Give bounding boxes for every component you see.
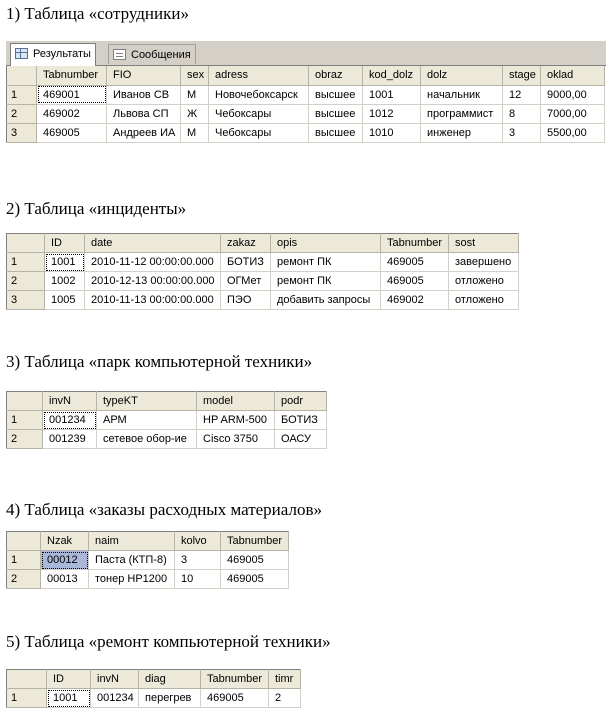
table-cell[interactable]: 001234	[43, 411, 97, 430]
table-cell[interactable]: 1005	[45, 291, 85, 310]
table-cell[interactable]: отложено	[449, 291, 519, 310]
table-cell[interactable]: 00013	[41, 570, 89, 589]
header-row	[7, 532, 289, 551]
table-cell[interactable]: 2010-11-13 00:00:00.000	[85, 291, 221, 310]
row-number[interactable]: 1	[7, 689, 47, 708]
table-cell[interactable]: 1010	[363, 123, 421, 142]
table-cell[interactable]: 469005	[381, 272, 449, 291]
table-cell[interactable]: 3	[503, 123, 541, 142]
table-row	[7, 291, 519, 310]
table-row	[7, 411, 327, 430]
computer-park-table	[6, 391, 327, 449]
table-cell[interactable]: Чебоксары	[209, 123, 309, 142]
table-cell[interactable]: 2010-11-12 00:00:00.000	[85, 253, 221, 272]
row-number[interactable]: 3	[7, 123, 37, 142]
column-header[interactable]: sex	[181, 66, 209, 85]
column-header[interactable]: invN	[43, 392, 97, 411]
table-cell[interactable]: 5500,00	[541, 123, 605, 142]
column-header[interactable]: oklad	[541, 66, 605, 85]
table-cell[interactable]: начальник	[421, 85, 503, 104]
column-header[interactable]: adress	[209, 66, 309, 85]
row-number[interactable]: 1	[7, 253, 45, 272]
grid-icon	[15, 48, 28, 59]
table-cell[interactable]: 469005	[201, 689, 269, 708]
table-cell[interactable]: 469005	[381, 253, 449, 272]
tab-results-label: Результаты	[33, 48, 91, 60]
table-cell[interactable]: ПЭО	[221, 291, 271, 310]
table-cell[interactable]: 1012	[363, 104, 421, 123]
table-cell[interactable]: высшее	[309, 104, 363, 123]
column-header[interactable]: kolvo	[175, 532, 221, 551]
table-row	[7, 272, 519, 291]
table-cell[interactable]: завершено	[449, 253, 519, 272]
table-cell[interactable]: HP ARM-500	[197, 411, 275, 430]
column-header[interactable]: typeKT	[97, 392, 197, 411]
column-header[interactable]: Tabnumber	[201, 670, 269, 689]
column-header[interactable]: sost	[449, 234, 519, 253]
row-number-header	[7, 670, 47, 689]
column-header[interactable]: timr	[269, 670, 301, 689]
messages-icon	[113, 49, 126, 60]
table-cell[interactable]: БОТИЗ	[275, 411, 327, 430]
table-cell[interactable]: 12	[503, 85, 541, 104]
table-row	[7, 253, 519, 272]
tab-messages[interactable]	[108, 44, 196, 64]
column-header[interactable]: ID	[45, 234, 85, 253]
column-header[interactable]: dolz	[421, 66, 503, 85]
table-cell[interactable]: 10	[175, 570, 221, 589]
table-row	[7, 104, 605, 123]
table-cell[interactable]: 469002	[381, 291, 449, 310]
table-cell[interactable]: 001234	[91, 689, 139, 708]
table-cell[interactable]: М	[181, 123, 209, 142]
table-cell[interactable]: 1001	[363, 85, 421, 104]
header-row	[7, 66, 605, 85]
row-number-header	[7, 392, 43, 411]
row-number-header	[7, 66, 37, 85]
table-cell[interactable]: сетевое обор-ие	[97, 430, 197, 449]
table-row	[7, 551, 289, 570]
incidents-table	[6, 233, 519, 310]
table-cell[interactable]: 1001	[45, 253, 85, 272]
column-header[interactable]: diag	[139, 670, 201, 689]
header-row	[7, 392, 327, 411]
tab-messages-label: Сообщения	[131, 49, 191, 61]
row-number[interactable]: 1	[7, 411, 43, 430]
table-cell[interactable]: 001239	[43, 430, 97, 449]
tab-results[interactable]	[10, 43, 96, 66]
table-cell[interactable]: инженер	[421, 123, 503, 142]
column-header[interactable]: obraz	[309, 66, 363, 85]
header-row	[7, 670, 301, 689]
table-cell[interactable]: 469002	[37, 104, 107, 123]
table-row	[7, 430, 327, 449]
table-cell[interactable]: ремонт ПК	[271, 272, 381, 291]
row-number[interactable]: 1	[7, 551, 41, 570]
table-cell[interactable]: высшее	[309, 123, 363, 142]
results-grid-employees	[6, 40, 606, 143]
column-header[interactable]: Tabnumber	[381, 234, 449, 253]
table-cell[interactable]: 2	[269, 689, 301, 708]
table-cell[interactable]: добавить запросы	[271, 291, 381, 310]
table-cell[interactable]: БОТИЗ	[221, 253, 271, 272]
table-cell[interactable]: 2010-12-13 00:00:00.000	[85, 272, 221, 291]
heading-consumables-orders: 4) Таблица «заказы расходных материалов»	[6, 500, 322, 519]
row-number[interactable]: 2	[7, 430, 43, 449]
table-cell[interactable]: 469005	[221, 551, 289, 570]
table-cell[interactable]: АРМ	[97, 411, 197, 430]
table-row	[7, 689, 301, 708]
column-header[interactable]: date	[85, 234, 221, 253]
row-number[interactable]: 1	[7, 85, 37, 104]
table-cell[interactable]: высшее	[309, 85, 363, 104]
table-cell[interactable]: перегрев	[139, 689, 201, 708]
table-cell[interactable]: 1001	[47, 689, 91, 708]
table-cell[interactable]: Чебоксары	[209, 104, 309, 123]
table-cell[interactable]: 8	[503, 104, 541, 123]
column-header[interactable]: invN	[91, 670, 139, 689]
column-header[interactable]: Nzak	[41, 532, 89, 551]
table-cell[interactable]: Новочебоксарск	[209, 85, 309, 104]
heading-employees: 1) Таблица «сотрудники»	[6, 4, 189, 23]
table-cell[interactable]: 469005	[221, 570, 289, 589]
heading-computer-repair: 5) Таблица «ремонт компьютерной техники»	[6, 632, 331, 651]
table-cell[interactable]: Cisco 3750	[197, 430, 275, 449]
column-header[interactable]: FIO	[107, 66, 181, 85]
table-cell[interactable]: М	[181, 85, 209, 104]
column-header[interactable]: stage	[503, 66, 541, 85]
row-number[interactable]: 2	[7, 104, 37, 123]
column-header[interactable]: podr	[275, 392, 327, 411]
consumables-orders-table	[6, 531, 289, 589]
header-row	[7, 234, 519, 253]
table-row	[7, 123, 605, 142]
table-row	[7, 85, 605, 104]
column-header[interactable]: kod_dolz	[363, 66, 421, 85]
row-number[interactable]: 2	[7, 272, 45, 291]
table-cell[interactable]: ОГМет	[221, 272, 271, 291]
table-cell[interactable]: 469005	[37, 123, 107, 142]
employees-table	[6, 66, 605, 143]
table-cell[interactable]: Иванов СВ	[107, 85, 181, 104]
table-cell[interactable]: ремонт ПК	[271, 253, 381, 272]
table-cell[interactable]: 469001	[37, 85, 107, 104]
column-header[interactable]: naim	[89, 532, 175, 551]
table-cell[interactable]: 3	[175, 551, 221, 570]
table-cell[interactable]: 1002	[45, 272, 85, 291]
column-header[interactable]: opis	[271, 234, 381, 253]
column-header[interactable]: Tabnumber	[221, 532, 289, 551]
row-number-header	[7, 532, 41, 551]
row-number[interactable]: 3	[7, 291, 45, 310]
table-cell[interactable]: ОАСУ	[275, 430, 327, 449]
table-cell[interactable]: 00012	[41, 551, 89, 570]
results-tabbar	[6, 40, 606, 66]
column-header[interactable]: zakaz	[221, 234, 271, 253]
table-cell[interactable]: тонер HP1200	[89, 570, 175, 589]
table-row	[7, 570, 289, 589]
computer-repair-table	[6, 669, 301, 708]
table-cell[interactable]: отложено	[449, 272, 519, 291]
column-header[interactable]: Tabnumber	[37, 66, 107, 85]
table-cell[interactable]: 7000,00	[541, 104, 605, 123]
heading-incidents: 2) Таблица «инциденты»	[6, 199, 187, 218]
table-cell[interactable]: Львова СП	[107, 104, 181, 123]
table-cell[interactable]: Паста (КТП-8)	[89, 551, 175, 570]
table-cell[interactable]: программист	[421, 104, 503, 123]
table-cell[interactable]: 9000,00	[541, 85, 605, 104]
column-header[interactable]: ID	[47, 670, 91, 689]
table-cell[interactable]: Андреев ИА	[107, 123, 181, 142]
row-number[interactable]: 2	[7, 570, 41, 589]
row-number-header	[7, 234, 45, 253]
heading-computer-park: 3) Таблица «парк компьютерной техники»	[6, 352, 313, 371]
table-cell[interactable]: Ж	[181, 104, 209, 123]
column-header[interactable]: model	[197, 392, 275, 411]
